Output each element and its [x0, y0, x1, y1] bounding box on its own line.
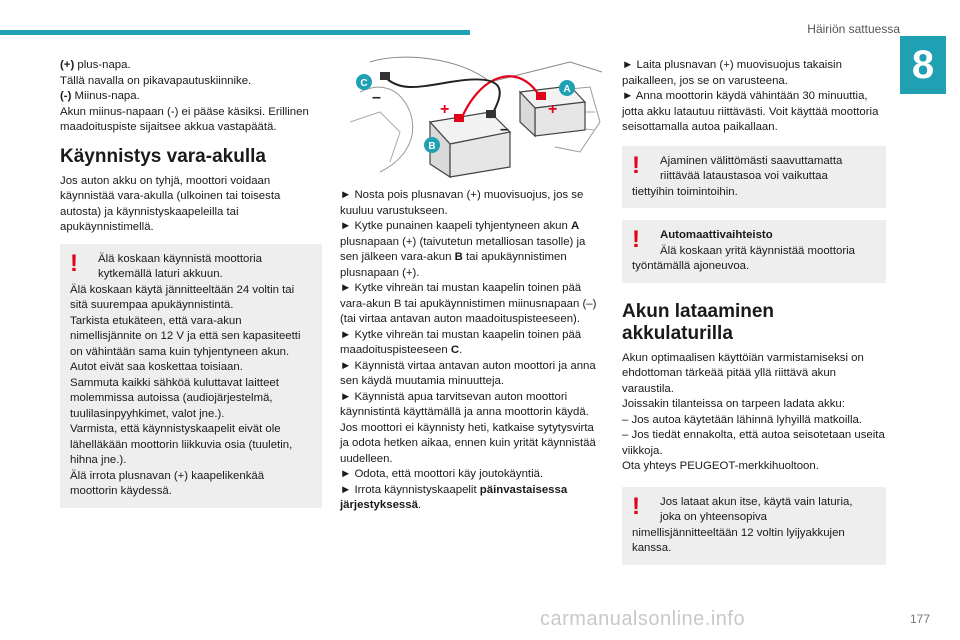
warning-icon: ! [70, 249, 78, 277]
step-8: ► Odota, että moottori käy joutokäyntiä. [340, 468, 544, 480]
column-2 [340, 58, 602, 514]
chapter-badge: 8 [900, 36, 946, 94]
step-2: ► Kytke punainen kaapeli tyhjentyneen akun A plusnapaan (+) (taivutetun metalliosan tasolle) ja sen jälkeen vara-akun B tai apukäynnistimen plusnapaan (+). [340, 220, 586, 279]
plus-terminal-line: (+) plus-napa. [60, 59, 131, 71]
label-b: B [428, 141, 436, 152]
section-title: Häiriön sattuessa [807, 22, 900, 36]
minus-terminal-line: (-) Miinus-napa. [60, 90, 140, 102]
jump-start-illustration [340, 52, 602, 182]
charging-p3: – Jos autoa käytetään lähinnä lyhyillä matkoilla. [622, 413, 862, 426]
plus-sign-b: + [440, 101, 450, 118]
minus-terminal-desc: Akun miinus-napaan (-) ei pääse käsiksi. Erillinen maadoituspiste sijaitsee akkua vastapäätä. [60, 105, 309, 133]
jump-start-intro: Jos auton akku on tyhjä, moottori voidaan käynnistää vara-akulla (ulkoinen tai toisesta autosta) ja käynnistyskaapeleilla tai apukäynnistimellä. [60, 174, 281, 233]
plus-sign-a: + [548, 101, 558, 118]
step-7: Jos moottori ei käynnisty heti, katkaise sytytysvirta ja odota hetken aikaa, ennen kuin yrität käynnistää uudelleen. [340, 421, 596, 465]
heading-battery-charging: Akun lataaminen akkulaturilla [622, 300, 775, 344]
page-number: 177 [909, 612, 930, 626]
warning-icon: ! [632, 226, 640, 253]
charging-p4: – Jos tiedät ennakolta, että autoa seisotetaan useita viikkoja. [622, 429, 885, 457]
plus-terminal-desc: Tällä navalla on pikavapautuskiinnike. [60, 74, 252, 87]
warning-box-charger: ! Jos lataat akun itse, käytä vain laturia, joka on yhteensopiva nimellisjännitteeltään 12 voltin lyijyakkujen kanssa. [622, 487, 886, 565]
warning-box-driving: ! Ajaminen välittömästi saavuttamatta riittävää lataustasoa voi vaikuttaa tiettyihin toimintoihin. [622, 146, 886, 209]
minus-sign-c: – [372, 89, 381, 106]
charging-p1: Akun optimaalisen käyttöiän varmistamiseksi on ehdottoman tärkeää pitää yllä riittävä akun varaustila. [622, 351, 864, 395]
step-11: ► Anna moottorin käydä vähintään 30 minuuttia, jotta akku latautuu riittävästi. Voit käyttää moottoria seisottamalla autoa paikallaan. [622, 90, 879, 133]
heading-jump-start: Käynnistys vara-akulla [60, 145, 266, 167]
charging-p5: Ota yhteys PEUGEOT-merkkihuoltoon. [622, 460, 819, 472]
header-accent-bar [0, 30, 470, 35]
minus-sign-b: – [500, 121, 509, 138]
step-4: ► Kytke vihreän tai mustan kaapelin toinen pää maadoituspisteeseen C. [340, 328, 582, 356]
warning-box-jump-start: ! Älä koskaan käynnistä moottoria kytkemällä laturi akkuun. Älä koskaan käytä jännitteeltään 24 voltin tai sitä suurempaa apukäynnistintä. Tarkista etukäteen, että vara-akun nimellisjännite on 12 V ja että sen kapasiteetti on vähintään sama kuin tyhjentyneen akun. Autot eivät saa koskettaa toisiaan. Sammuta kaikki sähköä kuluttavat laitteet molemmissa autoissa (audiojärjestelmä, tuulilasinpyyhkimet, valot jne.). Varmista, että käynnistyskaapelit eivät ole lähelläkään moottorin liikkuvia osia (tuuletin, hihna jne.). Älä irrota plusnavan (+) kaapelikenkää moottorin käydessä. [60, 244, 322, 508]
warning-icon: ! [632, 151, 640, 179]
step-1: ► Nosta pois plusnavan (+) muovisuojus, jos se kuuluu varustukseen. [340, 189, 584, 217]
warning-icon: ! [632, 492, 640, 520]
step-10: ► Laita plusnavan (+) muovisuojus takaisin paikalleen, jos se on varusteena. [622, 59, 842, 87]
label-c: C [360, 78, 368, 89]
step-3: ► Kytke vihreän tai mustan kaapelin toinen pää vara-akun B tai apukäynnistimen miinusnapaan (–) (tai virtaa antavan auton maadoituspisteeseen). [340, 282, 597, 325]
step-6: ► Käynnistä apua tarvitsevan auton moottori käynnistintä käyttämällä ja anna moottorin käydä. [340, 390, 589, 418]
step-5: ► Käynnistä virtaa antavan auton moottori ja anna sen käydä muutamia minuutteja. [340, 359, 596, 387]
column-3 [622, 58, 886, 573]
battery-diagram [340, 52, 602, 182]
warning-box-automatic-gearbox: ! Automaattivaihteisto Älä koskaan yritä käynnistää moottoria työntämällä ajoneuvoa. [622, 220, 886, 283]
column-1 [60, 58, 322, 516]
charging-p2: Joissakin tilanteissa on tarpeen ladata akku: [622, 398, 845, 410]
step-9: ► Irrota käynnistyskaapelit päinvastaisessa järjestyksessä. [340, 483, 568, 511]
watermark: carmanualsonline.info [540, 608, 746, 630]
label-a: A [563, 84, 571, 95]
